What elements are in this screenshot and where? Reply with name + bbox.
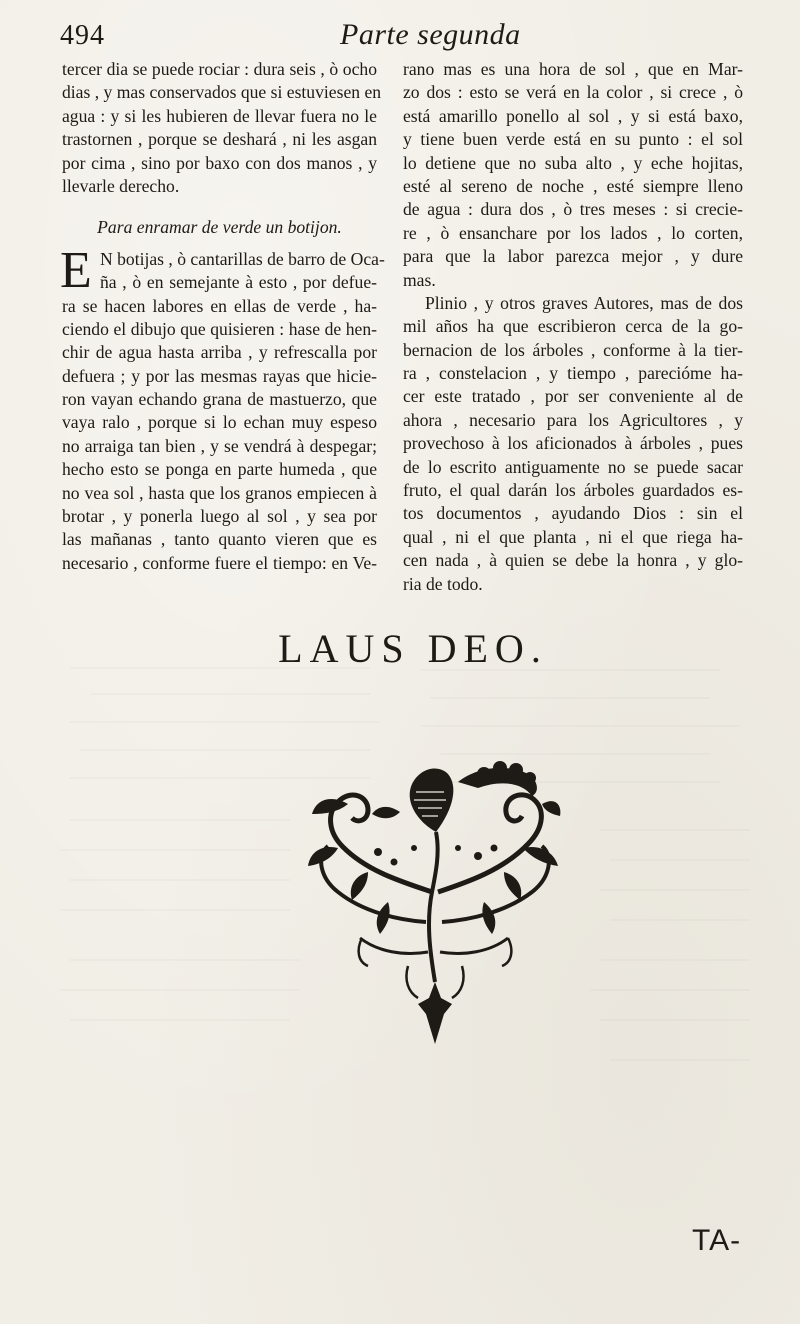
running-title: Parte segunda [340, 18, 521, 51]
text-line: mil años ha que escribieron cerca de la go- [403, 316, 743, 337]
section-heading: Para enramar de verde un botijon. [97, 217, 342, 238]
text-line: ron vayan echando grana de mastuerzo, que [62, 389, 377, 410]
text-line: cer este tratado , por ser conveniente al de [403, 386, 743, 407]
text-line: vaya ralo , porque si lo echan muy espeso [62, 412, 377, 433]
text-line: defuera ; y por las mesmas rayas que hicie- [62, 365, 377, 386]
text-line: ra se hacen labores en ellas de verde , ha- [62, 295, 377, 316]
text-line: agua : y si les hubieren de llevar fuera no le [62, 105, 377, 126]
right-column [403, 58, 743, 596]
left-column [60, 58, 385, 575]
text-line: brotar , y ponerla luego al sol , y sea por [62, 506, 377, 527]
floral-tailpiece-icon [308, 752, 563, 1044]
catchword: TA- [692, 1224, 742, 1257]
text-line: hecho esto se ponga en parte humeda , que [62, 459, 377, 480]
drop-cap-paragraph [60, 241, 385, 299]
text-line: chir de agua hasta arriba , y refrescalla por [62, 342, 377, 363]
text-line: trastornen , porque se deshará , ni les asgan [62, 129, 377, 150]
text-line: ciendo el dibujo que quisieren : hase de hen- [62, 318, 377, 339]
text-line: tos documentos , ayudando Dios : sin el [403, 503, 743, 524]
text-line: ña , ò en semejante à esto , por defue- [100, 272, 377, 293]
text-line: re , ò ensanchare por los lados , lo corten, [403, 222, 743, 243]
running-head [60, 18, 750, 62]
drop-cap: E [60, 241, 92, 299]
page-number: 494 [60, 20, 105, 51]
text-line: ahora , necesario para los Agricultores , y [403, 409, 743, 430]
text-line: bernacion de los árboles , conforme à la tier- [403, 339, 743, 360]
text-line: y tiene buen verde está en su punto : el sol [403, 129, 743, 150]
text-line: N botijas , ò cantarillas de barro de Oca- [100, 248, 385, 269]
text-line: ria de todo. [403, 573, 483, 594]
text-line: no vea sol , hasta que los granos empiecen à [62, 482, 377, 503]
text-line: Plinio , y otros graves Autores, mas de dos [425, 292, 743, 313]
text-line: de agua : dura dos , ò tres meses : si crecie- [403, 199, 743, 220]
text-line: para que la labor parezca mejor , y dure [403, 246, 743, 267]
text-line: rano mas es una hora de sol , que en Mar- [403, 59, 743, 79]
text-line: las mañanas , tanto quanto vieren que es [62, 529, 377, 550]
text-line: esté al sereno de noche , esté siempre lleno [403, 175, 743, 196]
text-line: necesario , conforme fuere el tiempo: en Ve- [62, 552, 377, 573]
text-line: está amarillo ponello al sol , y si está baxo, [403, 105, 743, 126]
text-line: llevarle derecho. [62, 175, 180, 196]
text-line: zo dos : esto se verá en la color , si crece , ò [403, 82, 743, 103]
text-line: por cima , sino por baxo con dos manos , y [62, 152, 377, 173]
text-line: no arraiga tan bien , y se vendrá à despegar; [62, 435, 377, 456]
text-line: lo detiene que no suba alto , y eche hojitas, [403, 152, 743, 173]
text-line: fruto, el qual darán los árboles guardados es- [403, 480, 743, 501]
text-line: de lo escrito antiguamente no se puede sacar [403, 456, 743, 477]
text-line: dias , y mas conservados que si estuviesen en [62, 82, 382, 103]
text-line: mas. [403, 269, 436, 290]
text-line: provechoso à los aficionados à árboles , pues [403, 433, 743, 454]
text-line: cen nada , à quien se debe la honra , y glo- [403, 550, 743, 571]
text-line: tercer dia se puede rociar : dura seis , ò ocho [62, 59, 377, 79]
text-line: qual , ni el que planta , ni el que riega ha- [403, 526, 743, 547]
text-line: ra , constelacion , y tiempo , parecióme ha- [403, 363, 743, 384]
laus-deo-colophon: LAUS DEO. [278, 626, 548, 671]
